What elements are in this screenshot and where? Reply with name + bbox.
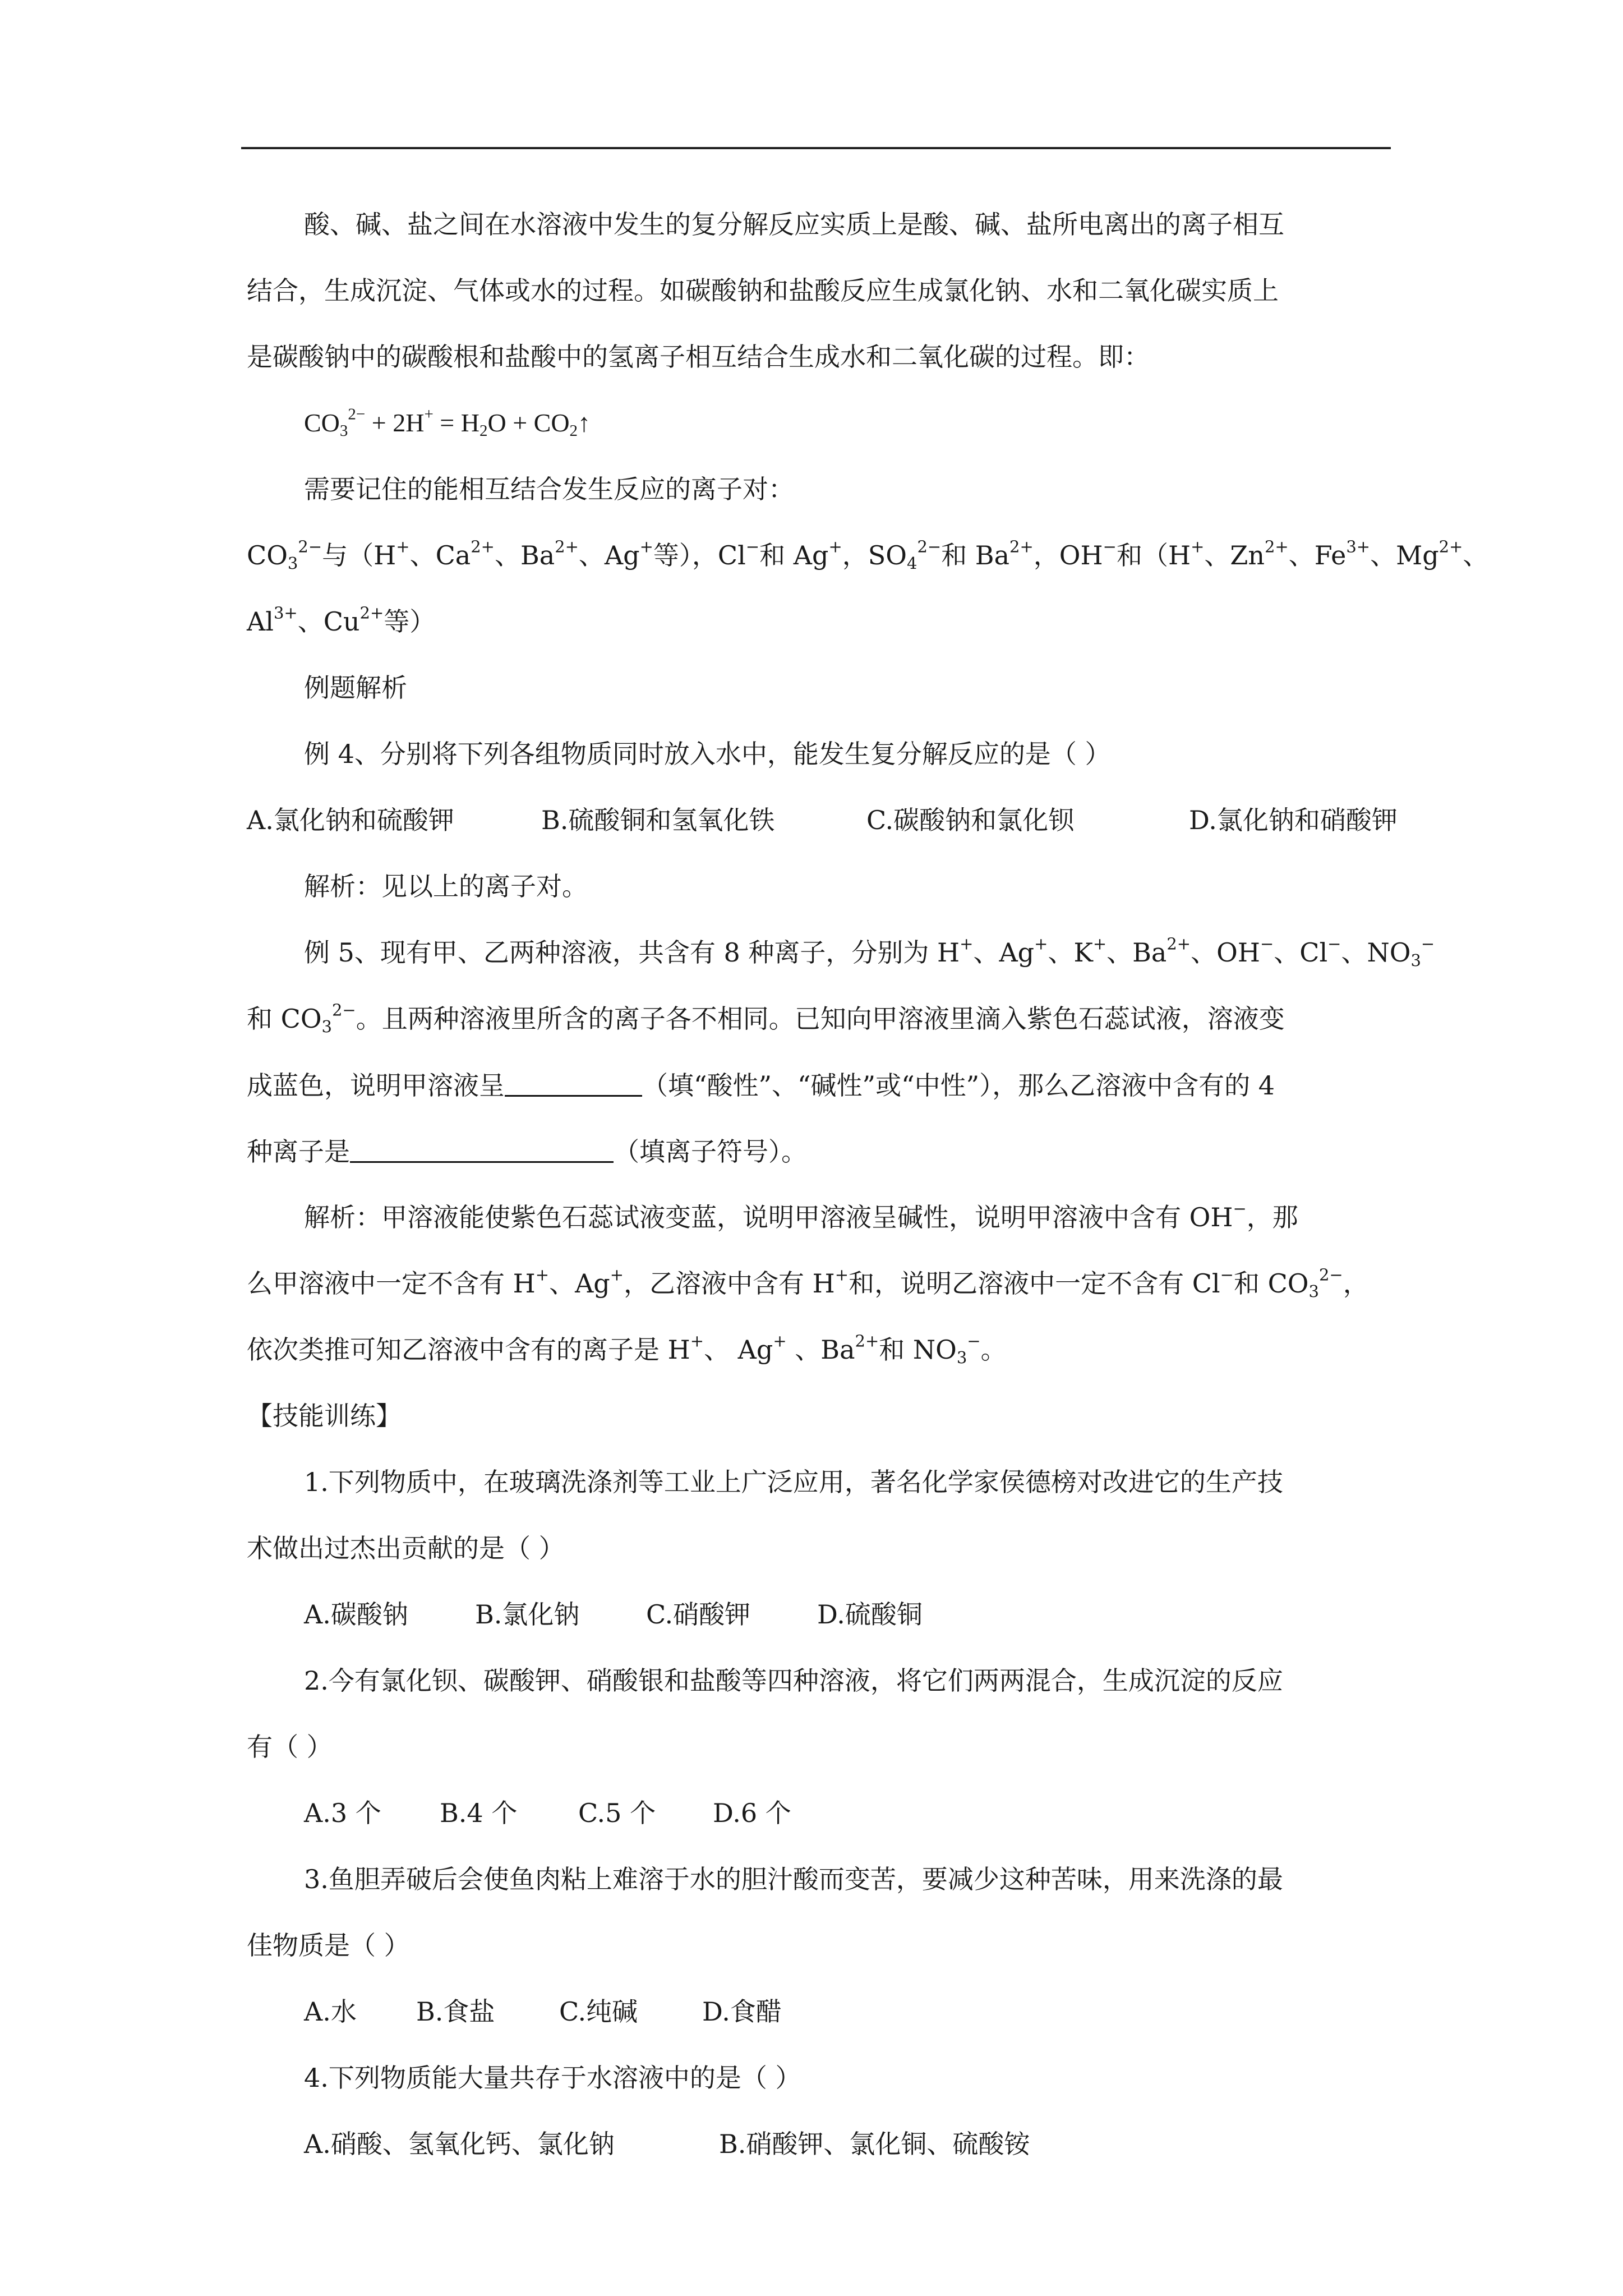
example-4-options — [247, 803, 1402, 837]
paragraph-line: 是碳酸钠中的碳酸根和盐酸中的氢离子相互结合生成水和二氧化碳的过程。即： — [247, 342, 1150, 372]
example-4-analysis: 解析：见以上的离子对。 — [304, 871, 588, 901]
example-5-line-2: 和 $CO_3^{2-}$。且两种溶液里所含的离子各不相同。已知向甲溶液里滴入紫色石蕊试液，溶液变 — [247, 1000, 1285, 1037]
question-2-line-2: 有（ ） — [247, 1732, 333, 1762]
paragraph-line: 酸、碱、盐之间在水溶液中发生的复分解反应实质上是酸、碱、盐所电离出的离子相互 — [304, 209, 1284, 240]
option-d: D.6 个 — [713, 1798, 791, 1828]
option-a: A.硝酸、氢氧化钙、氯化钠 — [304, 2129, 615, 2159]
option-c: C.硝酸钾 — [646, 1599, 751, 1630]
option-a: A.3 个 — [304, 1798, 381, 1828]
option-c: C.纯碱 — [559, 1996, 638, 2027]
question-4-line-1: 4.下列物质能大量共存于水溶液中的是（ ） — [304, 2063, 801, 2093]
question-2-options — [304, 1796, 1459, 1830]
question-3-options — [304, 1995, 1459, 2028]
example-5-line-4: 种离子是 （填离子符号）。 — [247, 1134, 1402, 1168]
answer-blank[interactable] — [350, 1134, 614, 1163]
example-5-line-3: 成蓝色，说明甲溶液呈 （填“酸性”、“碱性”或“中性”），那么乙溶液中含有的 4 — [247, 1068, 1402, 1102]
option-b: B.氯化钠 — [475, 1599, 580, 1630]
ion-pairs-intro: 需要记住的能相互结合发生反应的离子对： — [304, 474, 794, 504]
paragraph-line: 结合，生成沉淀、气体或水的过程。如碳酸钠和盐酸反应生成氯化钠、水和二氧化碳实质上 — [247, 275, 1279, 306]
option-d: D.氯化钠和硝酸钾 — [1189, 805, 1398, 835]
option-a: A.碳酸钠 — [304, 1599, 408, 1630]
option-d: D.食醋 — [702, 1996, 782, 2027]
question-1-line-2: 术做出过杰出贡献的是（ ） — [247, 1533, 565, 1563]
option-a: A.水 — [304, 1996, 357, 2027]
skills-heading: 【技能训练】 — [247, 1401, 402, 1431]
question-2-line-1: 2.今有氯化钡、碳酸钾、硝酸银和盐酸等四种溶液，将它们两两混合，生成沉淀的反应 — [304, 1665, 1283, 1696]
question-4-options — [304, 2127, 1459, 2161]
answer-blank[interactable] — [505, 1068, 642, 1097]
question-1-line-1: 1.下列物质中，在玻璃洗涤剂等工业上广泛应用，著名化学家侯德榜对改进它的生产技 — [304, 1467, 1283, 1497]
option-a: A.氯化钠和硫酸钾 — [247, 805, 454, 835]
example-5-line-1: 例 5、现有甲、乙两种溶液，共含有 8 种离子，分别为 H+、Ag+、K+、$Ba^{2+}$、OH−、Cl−、$NO_3^-$ — [304, 934, 1435, 970]
option-b: B.硫酸铜和氢氧化铁 — [541, 805, 775, 835]
example-5-analysis-1: 解析：甲溶液能使紫色石蕊试液变蓝，说明甲溶液呈碱性，说明甲溶液中含有 OH−，那 — [304, 1199, 1298, 1232]
question-1-options — [304, 1598, 1459, 1631]
header-rule — [241, 147, 1391, 149]
ion-pairs-line-2: $Al^{3+}$、$Cu^{2+}$等） — [247, 603, 436, 637]
example-5-analysis-3: 依次类推可知乙溶液中含有的离子是 H+、 Ag+ 、$Ba^{2+}$和 $NO_3^-$。 — [247, 1331, 1007, 1368]
example-heading: 例题解析 — [304, 673, 407, 703]
option-b: B.4 个 — [440, 1798, 518, 1828]
option-c: C.碳酸钠和氯化钡 — [866, 805, 1075, 835]
ionic-equation: $CO_3^{2-} + 2H^+ = H_2O$ + $CO_2↑$ — [304, 405, 591, 440]
option-d: D.硫酸铜 — [817, 1599, 923, 1630]
example-5-analysis-2: 么甲溶液中一定不含有 H+、Ag+，乙溶液中含有 H+和，说明乙溶液中一定不含有 Cl−和 $CO_3^{2-}$， — [247, 1265, 1369, 1301]
option-b: B.食盐 — [416, 1996, 495, 2027]
question-3-line-1: 3.鱼胆弄破后会使鱼肉粘上难溶于水的胆汁酸而变苦，要减少这种苦味，用来洗涤的最 — [304, 1864, 1283, 1894]
example-4-stem: 例 4、分别将下列各组物质同时放入水中，能发生复分解反应的是（ ） — [304, 739, 1111, 769]
option-b: B.硝酸钾、氯化铜、硫酸铵 — [719, 2129, 1030, 2159]
ion-pairs-line-1: $CO_3^{2-}$与（H+、$Ca^{2+}$、$Ba^{2+}$、Ag+等），Cl−和 Ag+，$SO_4^{2-}$和 $Ba^{2+}$，OH−和（H+、$Zn^{2+}$、$Fe^{3+}$、$Mg^{2+}$、 — [247, 537, 1489, 573]
option-c: C.5 个 — [578, 1798, 656, 1828]
question-3-line-2: 佳物质是（ ） — [247, 1930, 410, 1961]
